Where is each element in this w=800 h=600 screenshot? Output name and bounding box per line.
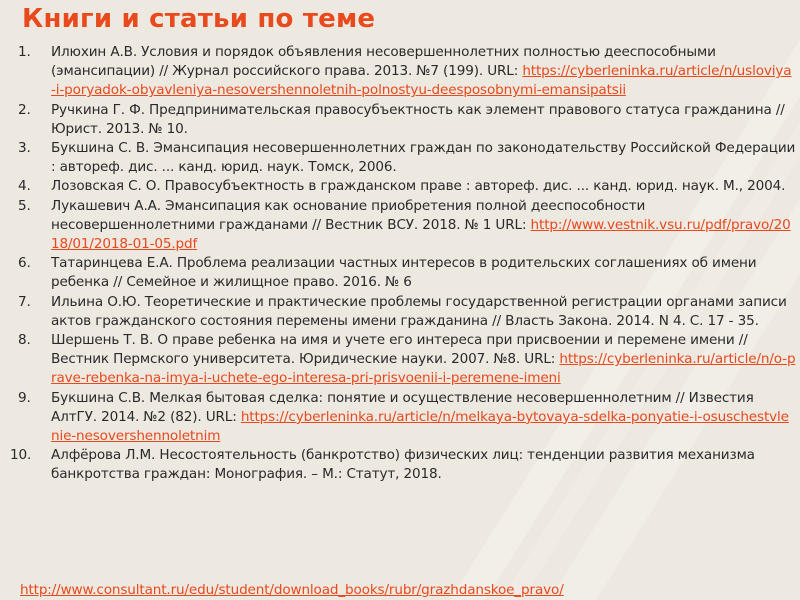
reference-text: Лозовская С. О. Правосубъектность в гражданском праве : автореф. дис. ... канд. юрид. наук. М., 2004. [51,178,786,195]
reference-number: 10. [10,447,32,464]
reference-link[interactable]: https://cyberleninka.ru/article/n/usloviya-i-poryadok-obyavleniya-nesovershennoletnih-polnostyu-deesposobnymi-emansipatsii [51,63,792,99]
reference-text: Илюхин А.В. Условия и порядок объявления несовершеннолетних полностью дееспособными (эмансипации) // Журнал российского права. 2013. №7 (199). URL: [51,44,716,80]
reference-item [0,446,800,484]
reference-number: 8. [18,332,31,349]
reference-text: Татаринцева Е.А. Проблема реализации частных интересов в родительских соглашениях об имени ребенка // Семейное и жилищное право. 2016. № 6 [51,255,757,291]
reference-item [0,177,800,196]
reference-item [0,139,800,177]
reference-number: 9. [18,389,31,406]
reference-item [0,331,800,389]
reference-item [0,101,800,139]
reference-text: Ручкина Г. Ф. Предпринимательская правосубъектность как элемент правового статуса гражданина // Юрист. 2013. № 10. [51,101,785,137]
reference-link[interactable]: https://cyberleninka.ru/article/n/o-prave-rebenka-na-imya-i-uchete-ego-interesa-pri-prisvoenii-i-peremene-imeni [51,351,796,387]
reference-item [0,43,800,101]
reference-text: Букшина С.В. Мелкая бытовая сделка: понятие и осуществление несовершеннолетним // Известия АлтГУ. 2014. №2 (82). URL: [51,389,754,425]
reference-number: 2. [18,101,31,118]
reference-text: Букшина С. В. Эмансипация несовершеннолетних граждан по законодательству Российской Федерации : автореф. дис. ... канд. юрид. наук. Томск, 2006. [51,140,796,176]
reference-link-trailing[interactable]: http://www.consultant.ru/edu/student/download_books/rubr/grazhdanskoe_pravo/ [20,582,564,598]
reference-number: 5. [18,197,31,214]
reference-text: Лукашевич А.А. Эмансипация как основание приобретения полной дееспособности несовершеннолетними гражданами // Вестник ВСУ. 2018. № 1 URL: [51,197,646,233]
reference-number: 4. [18,178,31,195]
reference-text: Шершень Т. В. О праве ребенка на имя и учете его интереса при присвоении и перемене имени // Вестник Пермского университета. Юридические науки. 2007. №8. URL: [51,332,748,368]
reference-item [0,197,800,255]
reference-link[interactable]: https://cyberleninka.ru/article/n/melkaya-bytovaya-sdelka-ponyatie-i-osuschestvlenie-nesovershennoletnim [51,408,789,445]
reference-number: 3. [18,140,31,157]
reference-item [0,389,800,447]
reference-list [0,43,800,485]
reference-text: Алфёрова Л.М. Несостоятельность (банкротство) физических лиц: тенденции развития механизма банкротства граждан: Монография. – М.: Статут, 2018. [51,447,755,483]
slide-title: Книги и статьи по теме [22,4,376,34]
reference-link[interactable]: http://www.vestnik.vsu.ru/pdf/pravo/2018/01/2018-01-05.pdf [51,216,791,253]
reference-number: 7. [18,293,31,310]
reference-number: 6. [18,255,31,272]
reference-item [0,254,800,292]
reference-number: 1. [18,44,31,60]
reference-item [0,293,800,331]
reference-text: Ильина О.Ю. Теоретические и практические проблемы государственной регистрации органами записи актов гражданского состояния перемены имени гражданина // Власть Закона. 2014. N 4. С. 17 - 35. [51,293,787,329]
